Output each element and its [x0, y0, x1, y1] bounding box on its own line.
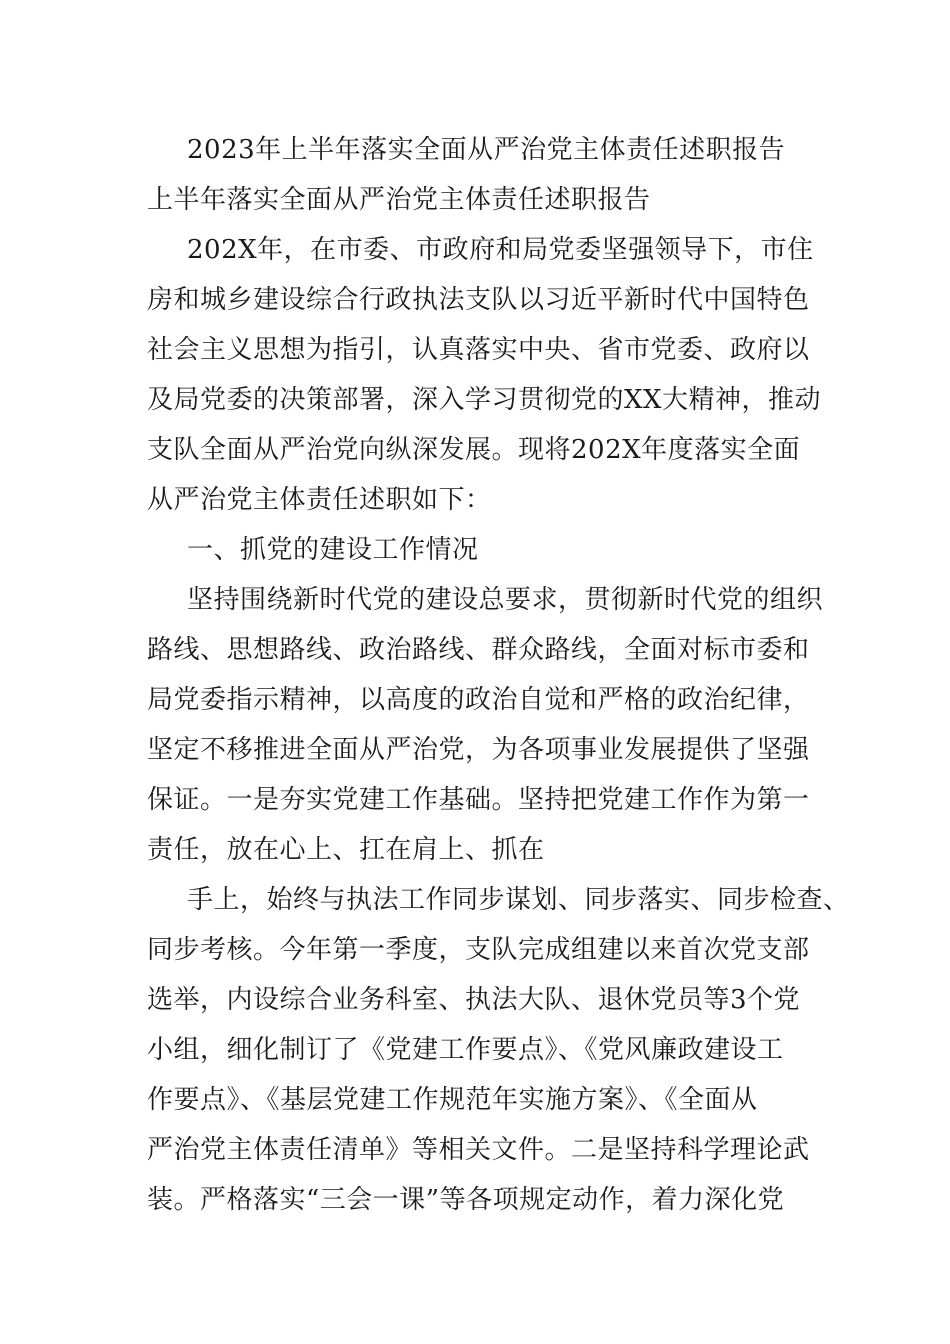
paragraph-line: 房和城乡建设综合行政执法支队以习近平新时代中国特色: [147, 285, 810, 315]
paragraph-line: 支队全面从严治党向纵深发展。现将202X年度落实全面: [147, 435, 801, 465]
paragraph-line: 坚定不移推进全面从严治党，为各项事业发展提供了坚强: [147, 735, 810, 765]
paragraph-line: 202X年，在市委、市政府和局党委坚强领导下，市住: [187, 235, 814, 265]
paragraph-line: 责任，放在心上、扛在肩上、抓在: [147, 835, 545, 865]
paragraph-line: 保证。一是夯实党建工作基础。坚持把党建工作作为第一: [147, 785, 810, 815]
paragraph-line: 及局党委的决策部署，深入学习贯彻党的XX大精神，推动: [147, 385, 822, 415]
paragraph-line: 局党委指示精神，以高度的政治自觉和严格的政治纪律，: [147, 685, 810, 715]
paragraph-line: 同步考核。今年第一季度，支队完成组建以来首次党支部: [147, 935, 810, 965]
document-title: 2023年上半年落实全面从严治党主体责任述职报告: [187, 135, 786, 165]
paragraph-line: 坚持围绕新时代党的建设总要求，贯彻新时代党的组织: [187, 585, 824, 615]
paragraph-line: 选举，内设综合业务科室、执法大队、退休党员等3个党: [147, 985, 801, 1015]
paragraph-line: 小组，细化制订了《党建工作要点》、《党风廉政建设工: [147, 1035, 784, 1065]
paragraph-line: 从严治党主体责任述职如下：: [147, 485, 492, 515]
section-heading: 一、抓党的建设工作情况: [187, 535, 479, 565]
paragraph-line: 装。严格落实“三会一课”等各项规定动作，着力深化党: [147, 1185, 785, 1215]
document-subtitle: 上半年落实全面从严治党主体责任述职报告: [147, 185, 651, 215]
paragraph-line: 社会主义思想为指引，认真落实中央、省市党委、政府以: [147, 335, 810, 365]
paragraph-line: 手上，始终与执法工作同步谋划、同步落实、同步检查、: [187, 885, 850, 915]
paragraph-line: 路线、思想路线、政治路线、群众路线，全面对标市委和: [147, 635, 810, 665]
paragraph-line: 严治党主体责任清单》等相关文件。二是坚持科学理论武: [147, 1135, 810, 1165]
paragraph-line: 作要点》、《基层党建工作规范年实施方案》、《全面从: [147, 1085, 758, 1115]
